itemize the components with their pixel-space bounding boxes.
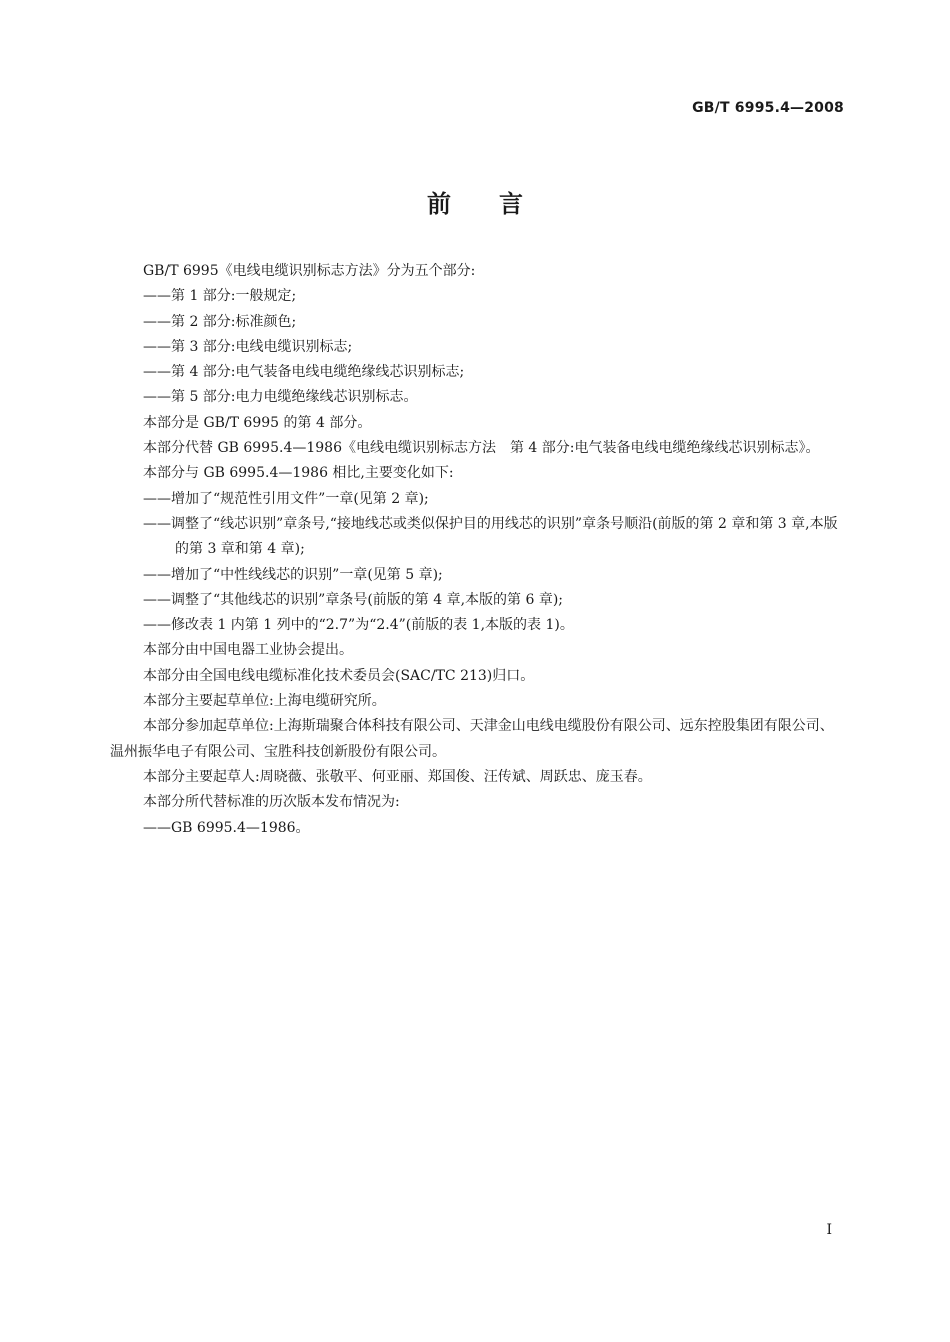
- paragraph: 本部分主要起草人:周晓薇、张敬平、何亚丽、郑国俊、汪传斌、周跃忠、庞玉春。: [143, 768, 652, 785]
- page-title: 前言: [427, 190, 571, 218]
- list-item: ——GB 6995.4—1986。: [143, 819, 310, 836]
- paragraph: 本部分主要起草单位:上海电缆研究所。: [143, 693, 386, 710]
- foreword-body: [110, 259, 845, 841]
- list-item: ——第 5 部分:电力电缆绝缘线芯识别标志。: [143, 389, 418, 406]
- list-item: ——调整了“其他线芯的识别”章条号(前版的第 4 章,本版的第 6 章);: [143, 591, 564, 608]
- paragraph: 本部分由全国电线电缆标准化技术委员会(SAC/TC 213)归口。: [143, 667, 535, 684]
- list-item: ——增加了“规范性引用文件”一章(见第 2 章);: [143, 490, 429, 507]
- paragraph: 本部分是 GB/T 6995 的第 4 部分。: [143, 414, 372, 431]
- list-item: ——增加了“中性线线芯的识别”一章(见第 5 章);: [143, 566, 443, 583]
- paragraph: GB/T 6995《电线电缆识别标志方法》分为五个部分:: [143, 263, 476, 279]
- list-item: ——第 1 部分:一般规定;: [143, 288, 297, 305]
- paragraph: 本部分代替 GB 6995.4—1986《电线电缆识别标志方法 第 4 部分:电气装备电线电缆绝缘线芯识别标志》。: [143, 440, 820, 457]
- standard-code: GB/T 6995.4—2008: [692, 100, 844, 116]
- paragraph: 本部分与 GB 6995.4—1986 相比,主要变化如下:: [143, 465, 454, 482]
- list-item: ——调整了“线芯识别”章条号,“接地线芯或类似保护目的用线芯的识别”章条号顺沿(前版的第 2 章和第 3 章,本版的第 3 章和第 4 章);: [143, 515, 838, 558]
- list-item: ——第 2 部分:标准颜色;: [143, 313, 297, 330]
- list-item: ——修改表 1 内第 1 列中的“2.7”为“2.4”(前版的表 1,本版的表 1)。: [143, 617, 574, 634]
- paragraph: 本部分由中国电器工业协会提出。: [143, 642, 353, 659]
- list-item: ——第 4 部分:电气装备电线电缆绝缘线芯识别标志;: [143, 364, 465, 381]
- paragraph: 本部分参加起草单位:上海斯瑞聚合体科技有限公司、天津金山电线电缆股份有限公司、远东控股集团有限公司、温州振华电子有限公司、宝胜科技创新股份有限公司。: [110, 718, 834, 760]
- paragraph: 本部分所代替标准的历次版本发布情况为:: [143, 794, 400, 811]
- page-number: I: [826, 1222, 832, 1238]
- list-item: ——第 3 部分:电线电缆识别标志;: [143, 338, 353, 355]
